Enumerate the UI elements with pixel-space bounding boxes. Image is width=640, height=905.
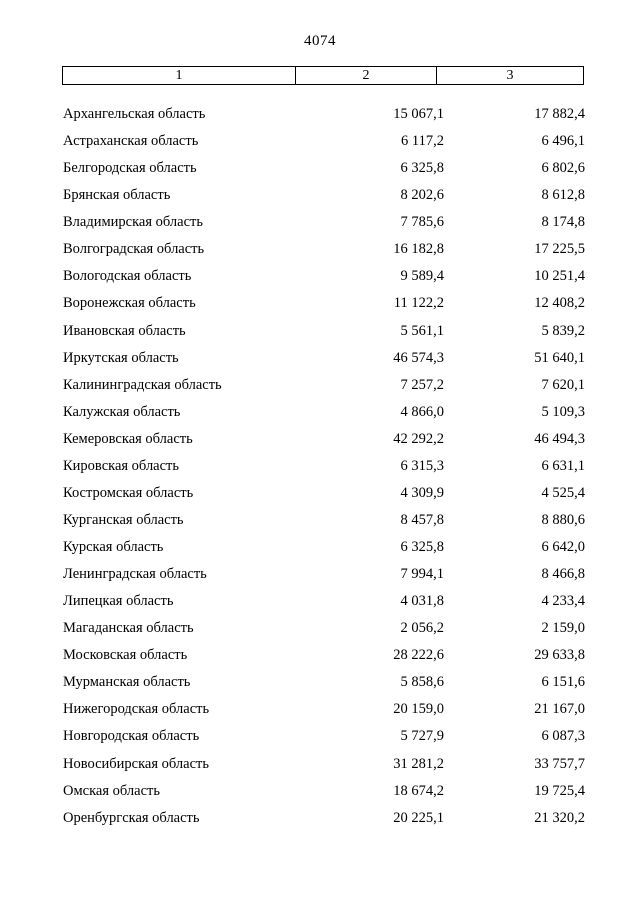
value-column-2: 20 225,1 [393, 809, 444, 826]
table-row [0, 428, 640, 455]
value-column-2: 20 159,0 [393, 701, 444, 718]
table-row [0, 265, 640, 292]
region-name: Иркутская область [63, 349, 179, 366]
table-row [0, 563, 640, 590]
region-name: Оренбургская область [63, 809, 200, 826]
table-header [62, 66, 584, 85]
region-name: Курганская область [63, 511, 184, 528]
value-column-3: 29 633,8 [534, 647, 585, 664]
region-name: Волгоградская область [63, 241, 205, 258]
region-name: Астраханская область [63, 133, 199, 150]
value-column-2: 7 785,6 [400, 214, 444, 231]
value-column-3: 17 225,5 [534, 241, 585, 258]
value-column-3: 17 882,4 [534, 106, 585, 122]
table-row [0, 590, 640, 617]
value-column-2: 28 222,6 [393, 647, 444, 664]
value-column-3: 2 159,0 [541, 620, 585, 637]
value-column-3: 6 631,1 [541, 457, 585, 474]
table-row [0, 698, 640, 725]
value-column-2: 6 325,8 [400, 539, 444, 555]
region-name: Белгородская область [63, 160, 197, 177]
region-name: Брянская область [63, 187, 171, 204]
value-column-3: 5 839,2 [541, 322, 585, 339]
value-column-2: 7 994,1 [400, 566, 444, 583]
value-column-2: 15 067,1 [393, 106, 444, 122]
value-column-3: 46 494,3 [534, 430, 585, 447]
region-name: Костромская область [63, 484, 194, 501]
value-column-3: 10 251,4 [534, 268, 585, 285]
region-name: Магаданская область [63, 620, 194, 637]
value-column-3: 6 087,3 [541, 728, 585, 745]
value-column-3: 4 525,4 [541, 484, 585, 501]
column-header-3: 3 [506, 68, 514, 83]
table-row [0, 644, 640, 671]
value-column-3: 33 757,7 [534, 755, 585, 772]
table-row [0, 780, 640, 807]
region-name: Мурманская область [63, 674, 191, 691]
table-row [0, 130, 640, 157]
table-row [0, 238, 640, 265]
table-row [0, 292, 640, 319]
region-name: Кировская область [63, 457, 180, 474]
table-row [0, 671, 640, 698]
value-column-3: 5 109,3 [541, 403, 585, 420]
value-column-2: 11 122,2 [393, 295, 444, 312]
table-row [0, 374, 640, 401]
value-column-2: 18 674,2 [393, 782, 444, 799]
table-row [0, 347, 640, 374]
region-name: Владимирская область [63, 214, 203, 231]
value-column-2: 2 056,2 [400, 620, 444, 637]
value-column-3: 8 466,8 [541, 566, 585, 583]
value-column-2: 9 589,4 [400, 268, 444, 285]
value-column-2: 6 117,2 [401, 133, 444, 150]
value-column-2: 4 031,8 [400, 593, 444, 610]
value-column-2: 16 182,8 [393, 241, 444, 258]
value-column-2: 6 325,8 [400, 160, 444, 177]
region-name: Новгородская область [63, 728, 200, 745]
value-column-3: 6 151,6 [541, 674, 585, 691]
value-column-2: 7 257,2 [400, 376, 444, 393]
value-column-2: 46 574,3 [393, 349, 444, 366]
table-row [0, 807, 640, 834]
table-row [0, 753, 640, 780]
page-number: 4074 [304, 33, 336, 49]
value-column-3: 8 880,6 [541, 511, 585, 528]
table-row [0, 509, 640, 536]
region-name: Архангельская область [63, 106, 206, 122]
region-name: Кемеровская область [63, 430, 193, 447]
value-column-2: 8 202,6 [400, 187, 444, 204]
value-column-2: 31 281,2 [393, 755, 444, 772]
value-column-3: 6 642,0 [541, 539, 585, 555]
value-column-3: 12 408,2 [534, 295, 585, 312]
table-row [0, 211, 640, 238]
table-row [0, 482, 640, 509]
region-name: Ленинградская область [63, 566, 207, 583]
region-name: Московская область [63, 647, 188, 664]
value-column-3: 8 612,8 [541, 187, 585, 204]
region-name: Новосибирская область [63, 755, 209, 772]
value-column-3: 4 233,4 [541, 593, 585, 610]
value-column-2: 5 727,9 [400, 728, 444, 745]
value-column-2: 5 858,6 [400, 674, 444, 691]
region-name: Омская область [63, 782, 160, 799]
value-column-3: 8 174,8 [541, 214, 585, 231]
value-column-2: 5 561,1 [400, 322, 444, 339]
value-column-3: 21 320,2 [534, 809, 585, 826]
table-row [0, 725, 640, 752]
column-header-1: 1 [63, 67, 296, 84]
table-row [0, 320, 640, 347]
value-column-3: 6 802,6 [541, 160, 585, 177]
value-column-2: 8 457,8 [400, 511, 444, 528]
region-name: Вологодская область [63, 268, 192, 285]
table-row [0, 103, 640, 130]
column-header-2: 2 [296, 67, 437, 84]
value-column-3: 51 640,1 [534, 349, 585, 366]
value-column-3: 6 496,1 [541, 133, 585, 150]
value-column-2: 42 292,2 [393, 430, 444, 447]
region-name: Калужская область [63, 403, 181, 420]
table-row [0, 455, 640, 482]
region-name: Нижегородская область [63, 701, 210, 718]
value-column-2: 4 866,0 [400, 403, 444, 420]
value-column-3: 21 167,0 [534, 701, 585, 718]
region-name: Калининградская область [63, 376, 222, 393]
value-column-2: 4 309,9 [400, 484, 444, 501]
region-name: Курская область [63, 539, 164, 555]
region-name: Воронежская область [63, 295, 196, 312]
value-column-3: 7 620,1 [541, 376, 585, 393]
table-row [0, 617, 640, 644]
table-row [0, 536, 640, 563]
value-column-2: 6 315,3 [400, 457, 444, 474]
table-row [0, 401, 640, 428]
region-name: Ивановская область [63, 322, 186, 339]
region-name: Липецкая область [63, 593, 174, 610]
value-column-3: 19 725,4 [534, 782, 585, 799]
table-row [0, 157, 640, 184]
table-body [0, 103, 640, 834]
table-row [0, 184, 640, 211]
